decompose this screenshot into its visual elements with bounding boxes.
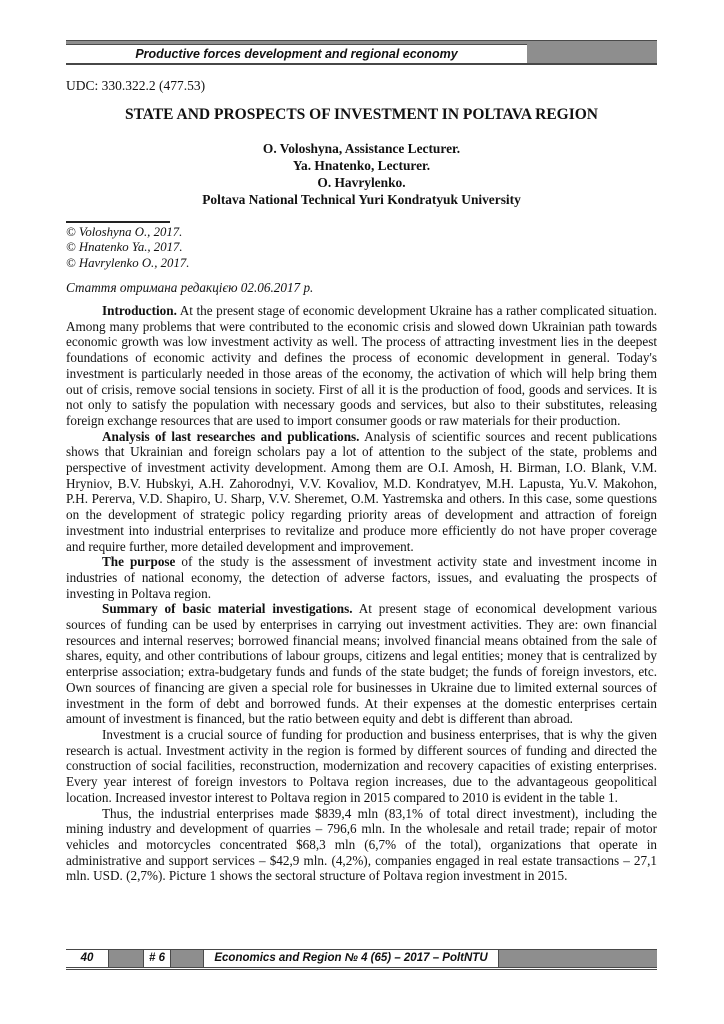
footer-issue-label: # 6 [143, 950, 170, 967]
author-line: O. Havrylenko. [317, 175, 406, 190]
paragraph-text: Investment is a crucial source of funding for production and business enterprises, that is why the given research is actual. Investment activity in the region is formed by different sources of funding and directed the construction of social facilities, reconstruction, modernization and recovery capacities of existing enterprises. Every year interest of foreign investors to Poltava region increases, due to the advantageous geopolitical location. Increased investor interest to Poltava region in 2015 compared to 2010 is evident in the table 1. [66, 726, 657, 805]
copyright-block [66, 225, 189, 271]
footer-gray-cell [170, 950, 203, 967]
copyright-line: © Voloshyna O., 2017. [66, 225, 183, 239]
journal-footer [66, 949, 657, 970]
affiliation-line: Poltava National Technical Yuri Kondratyuk University [202, 192, 521, 207]
footer-journal-title: Economics and Region № 4 (65) – 2017 – PoltNTU [203, 950, 498, 967]
article-body [66, 303, 657, 884]
copyright-line: © Havrylenko O., 2017. [66, 255, 190, 270]
paragraph-text: Analysis of scientific sources and recent publications shows that Ukrainian and foreign scholars pay a lot of attention to the subject of the state, problems and perspective of investment activity development. Among them are O.I. Amosh, H. Birman, I.O. Blank, V.M. Hryniov, B.V. Hubskyi, A.H. Zahorodnyi, V.V. Kovaliov, M.D. Kondratyev, M.H. Lapusta, Yu.V. Makohon, P.H. Pererva, V.D. Shapiro, U. Sharp, V.V. Sheremet, O.M. Yastremska and others. In this case, some questions on the development of strategic policy regarding priority areas of development and attraction of foreign investment into industrial enterprises to revitalize and produce more efficiently do not have proper coverage and require further, more detailed development and improvement. [66, 428, 657, 554]
paragraph-text: At present stage of economical development various sources of funding can be used by enterprises in carrying out investment activities. They are: own financial resources and internal reserves; borrowed financial means; involved financial means obtained from the sale of shares, equity, and other contributions of labour groups, citizens and legal entities; money that is centralized by enterprise association; extra-budgetary funds and funds of the state budget; the funds of foreign investors, etc. Own sources of financing are given a special role for businesses in Ukraine due to limited external sources of investment in the form of debt and borrowed funds. At their expenses at the domestic enterprises certain amount of investment is financed, but the ratio between equity and debt is different than abroad. [66, 601, 657, 727]
journal-header [66, 40, 657, 65]
header-section-title: Productive forces development and regional economy [66, 45, 527, 63]
paragraph-analysis [66, 429, 657, 555]
paragraph-thus [66, 806, 657, 885]
paragraph-investment [66, 727, 657, 806]
paragraph-lead: Introduction. [102, 303, 177, 318]
paragraph-text: of the study is the assessment of investment activity state and investment income in industries of national economy, the detection of adverse factors, issues, and evaluating the prospects of investing in Poltava region. [66, 554, 657, 601]
paragraph-text: At the present stage of economic development Ukraine has a rather complicated situation. Among many problems that were contributed to the economic crisis and slowed down Ukrainian path towards economic growth was low investment activity as well. The process of attracting investment lies in the deepest foundations of economic activity and defines the process of economic development in general. Today's investment is particularly needed in those areas of the economy, the activation of which will help bring them out of crisis, remove social tensions in society. First of all it is the production of food, goods and services. It is not only to satisfy the population with necessary goods and services, but also to their substitutes, releasing foreign exchange resources that are used to import consumer goods or raw materials for their production. [66, 303, 657, 428]
udc-label: UDC: 330.322.2 (477.53) [66, 78, 206, 93]
paragraph-lead: Analysis of last researches and publications. [102, 428, 360, 444]
footnote-rule [66, 221, 170, 223]
footer-gray-cell [108, 950, 143, 967]
author-line: O. Voloshyna, Assistance Lecturer. [262, 141, 461, 156]
footer-gray-cell [498, 950, 657, 967]
paragraph-lead: Summary of basic material investigations. [102, 601, 353, 617]
header-gray-block [527, 40, 657, 63]
paragraph-purpose [66, 554, 657, 601]
authors-block [66, 140, 657, 208]
article-title: STATE AND PROSPECTS OF INVESTMENT IN POLTAVA REGION [124, 106, 598, 123]
author-line: Ya. Hnatenko, Lecturer. [292, 158, 431, 173]
paragraph-summary [66, 601, 657, 727]
footer-page-number: 40 [66, 950, 108, 967]
paragraph-introduction [66, 303, 657, 429]
received-note: Стаття отримана редакцією 02.06.2017 р. [66, 280, 314, 295]
paragraph-text: Thus, the industrial enterprises made $839,4 mln (83,1% of total direct investment), including the mining industry and development of quarries – 796,6 mln. In the wholesale and retail trade; repair of motor vehicles and motorcycles concentrated $68,3 mln (6,7% of the total), organizations that operate in administrative and support services – $42,9 mln. (4,2%), companies engaged in real estate transactions – 27,1 mln. USD. (2,7%). Picture 1 shows the sectoral structure of Poltava region investment in 2015. [66, 805, 657, 884]
journal-header-left [66, 40, 527, 63]
copyright-line: © Hnatenko Ya., 2017. [66, 240, 183, 255]
paragraph-lead: The purpose [102, 554, 176, 570]
